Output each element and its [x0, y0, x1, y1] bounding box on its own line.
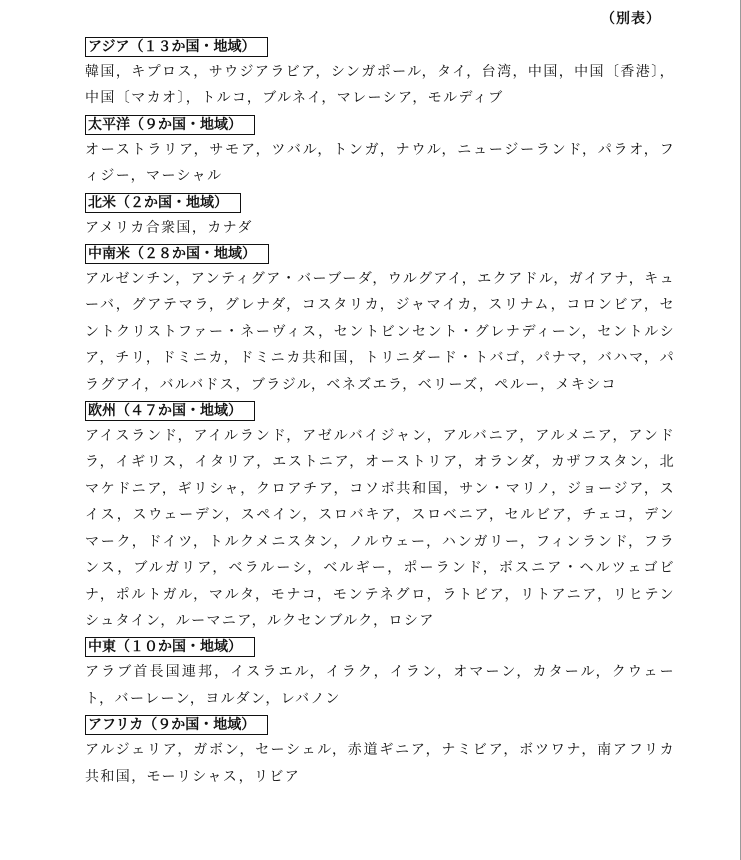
region-header-asia: アジア（１３か国・地域）: [85, 37, 268, 57]
region-header-europe: 欧州（４７か国・地域）: [85, 401, 255, 421]
region-asia: [85, 36, 675, 112]
country-list-latin-america: アルゼンチン，アンティグア・バーブーダ，ウルグアイ，エクアドル，ガイアナ，キューバ，グアテマラ，グレナダ，コスタリカ，ジャマイカ，スリナム，コロンビア，セントクリストファー・ネーヴィス，セントビンセント・グレナディーン，セントルシア，チリ，ドミニカ，ドミニカ共和国，トリニダード・トバゴ，パナマ，バハマ，パラグアイ，バルバドス，ブラジル，ベネズエラ，ベリーズ，ペルー，メキシコ: [85, 271, 675, 393]
country-list-europe: アイスランド，アイルランド，アゼルバイジャン，アルバニア，アルメニア，アンドラ，イギリス，イタリア，エストニア，オーストリア，オランダ，カザフスタン，北マケドニア，ギリシャ，クロアチア，コソボ共和国，サン・マリノ，ジョージア，スイス，スウェーデン，スペイン，スロバキア，スロベニア，セルビア，チェコ，デンマーク，ドイツ，トルクメニスタン，ノルウェー，ハンガリー，フィンランド，フランス，ブルガリア，ベラルーシ，ベルギー，ポーランド，ボスニア・ヘルツェゴビナ，ポルトガル，マルタ，モナコ，モンテネグロ，ラトビア，リトアニア，リヒテンシュタイン，ルーマニア，ルクセンブルク，ロシア: [85, 428, 675, 629]
region-north-america: [85, 192, 675, 241]
region-header-pacific: 太平洋（９か国・地域）: [85, 115, 255, 135]
region-list: [85, 36, 675, 792]
region-latin-america: [85, 243, 675, 398]
region-header-latin-america: 中南米（２８か国・地域）: [85, 244, 269, 264]
region-middle-east: [85, 636, 675, 712]
annex-label: （別表）: [601, 11, 661, 27]
country-list-africa: アルジェリア，ガボン，セーシェル，赤道ギニア，ナミビア，ボツワナ，南アフリカ共和国，モーリシャス，リビア: [85, 742, 675, 785]
region-pacific: [85, 114, 675, 190]
region-header-africa: アフリカ（９か国・地域）: [85, 715, 268, 735]
region-africa: [85, 714, 675, 790]
country-list-north-america: アメリカ合衆国，カナダ: [85, 219, 253, 236]
region-europe: [85, 400, 675, 634]
country-list-asia: 韓国，キプロス，サウジアラビア，シンガポール，タイ，台湾，中国，中国〔香港〕，中国〔マカオ〕，トルコ，ブルネイ，マレーシア，モルディブ: [85, 64, 675, 107]
region-header-north-america: 北米（２か国・地域）: [85, 193, 241, 213]
country-list-pacific: オーストラリア，サモア，ツバル，トンガ，ナウル，ニュージーランド，パラオ，フィジー，マーシャル: [85, 141, 675, 185]
region-header-middle-east: 中東（１０か国・地域）: [85, 637, 255, 657]
country-list-middle-east: アラブ首長国連邦，イスラエル，イラク，イラン，オマーン，カタール，クウェート，バーレーン，ヨルダン，レバノン: [85, 664, 675, 707]
